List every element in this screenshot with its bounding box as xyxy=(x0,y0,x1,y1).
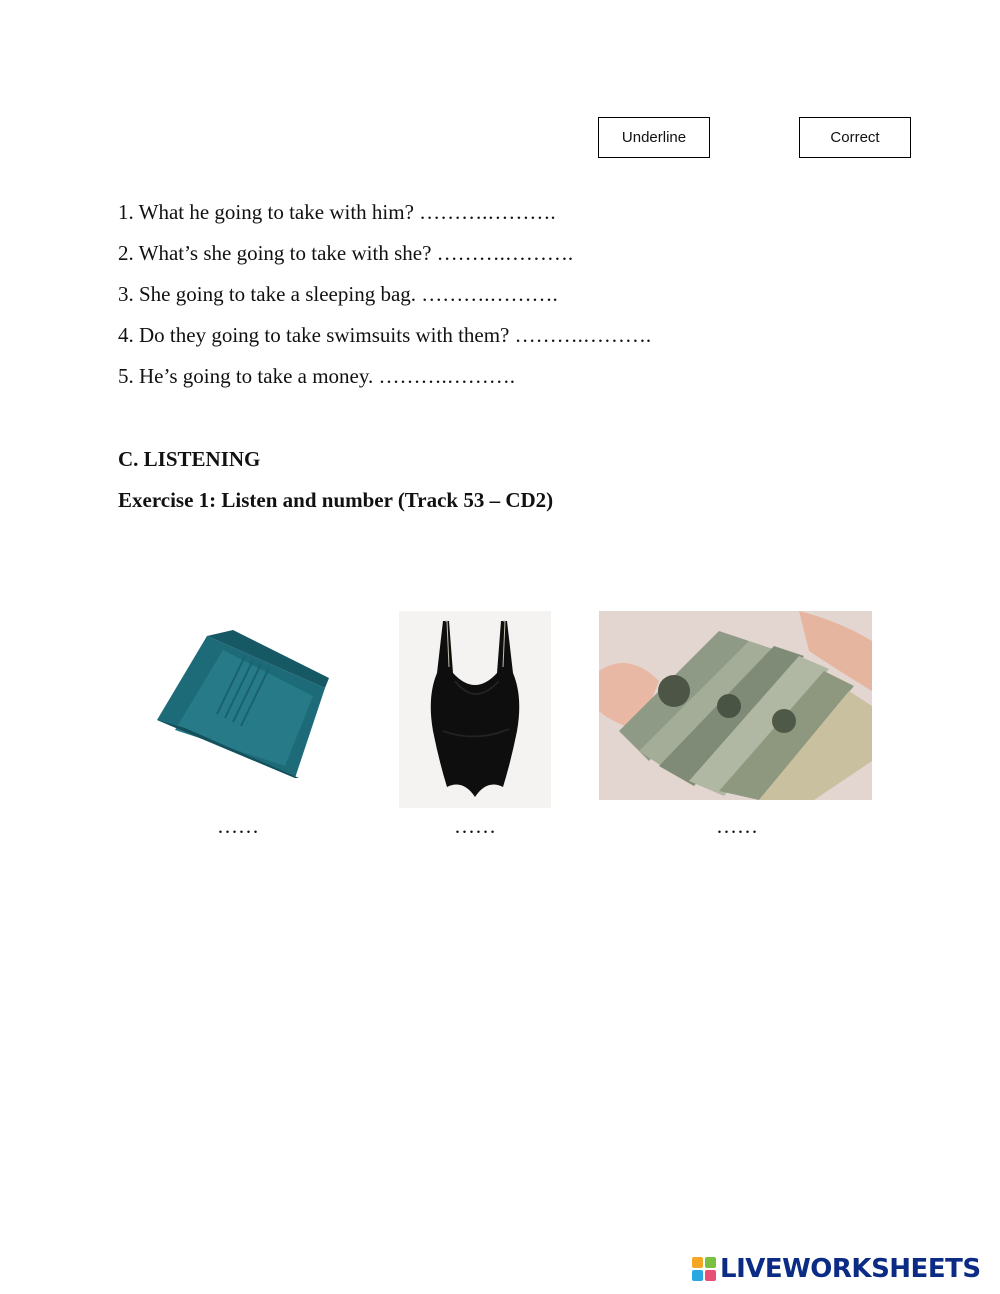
question-3: 3. She going to take a sleeping bag. ……….………. xyxy=(118,282,558,306)
money-icon xyxy=(599,611,872,800)
underline-label: Underline xyxy=(621,129,687,146)
question-1: 1. What he going to take with him? ……….………. xyxy=(118,200,556,224)
question-2: 2. What’s she going to take with she? ……….………. xyxy=(118,241,574,265)
towel-answer-blank[interactable]: …… xyxy=(217,814,259,838)
money-answer-blank[interactable]: …… xyxy=(716,814,758,838)
swimsuit-icon xyxy=(399,611,551,808)
underline-answer-box[interactable] xyxy=(598,117,710,158)
section-title: C. LISTENING xyxy=(118,447,261,471)
question-4: 4. Do they going to take swimsuits with them? ……….………. xyxy=(118,323,652,347)
correct-answer-box[interactable] xyxy=(799,117,911,158)
logo-text: LIVEWORKSHEETS xyxy=(720,1254,981,1284)
swimsuit-answer-blank[interactable]: …… xyxy=(454,814,496,838)
towel-icon xyxy=(145,628,335,783)
exercise-title: Exercise 1: Listen and number (Track 53 – CD2) xyxy=(118,488,554,512)
logo-mark-icon xyxy=(692,1257,716,1281)
correct-label: Correct xyxy=(830,129,880,146)
liveworksheets-logo xyxy=(692,1254,981,1284)
question-5: 5. He’s going to take a money. ……….………. xyxy=(118,364,516,388)
